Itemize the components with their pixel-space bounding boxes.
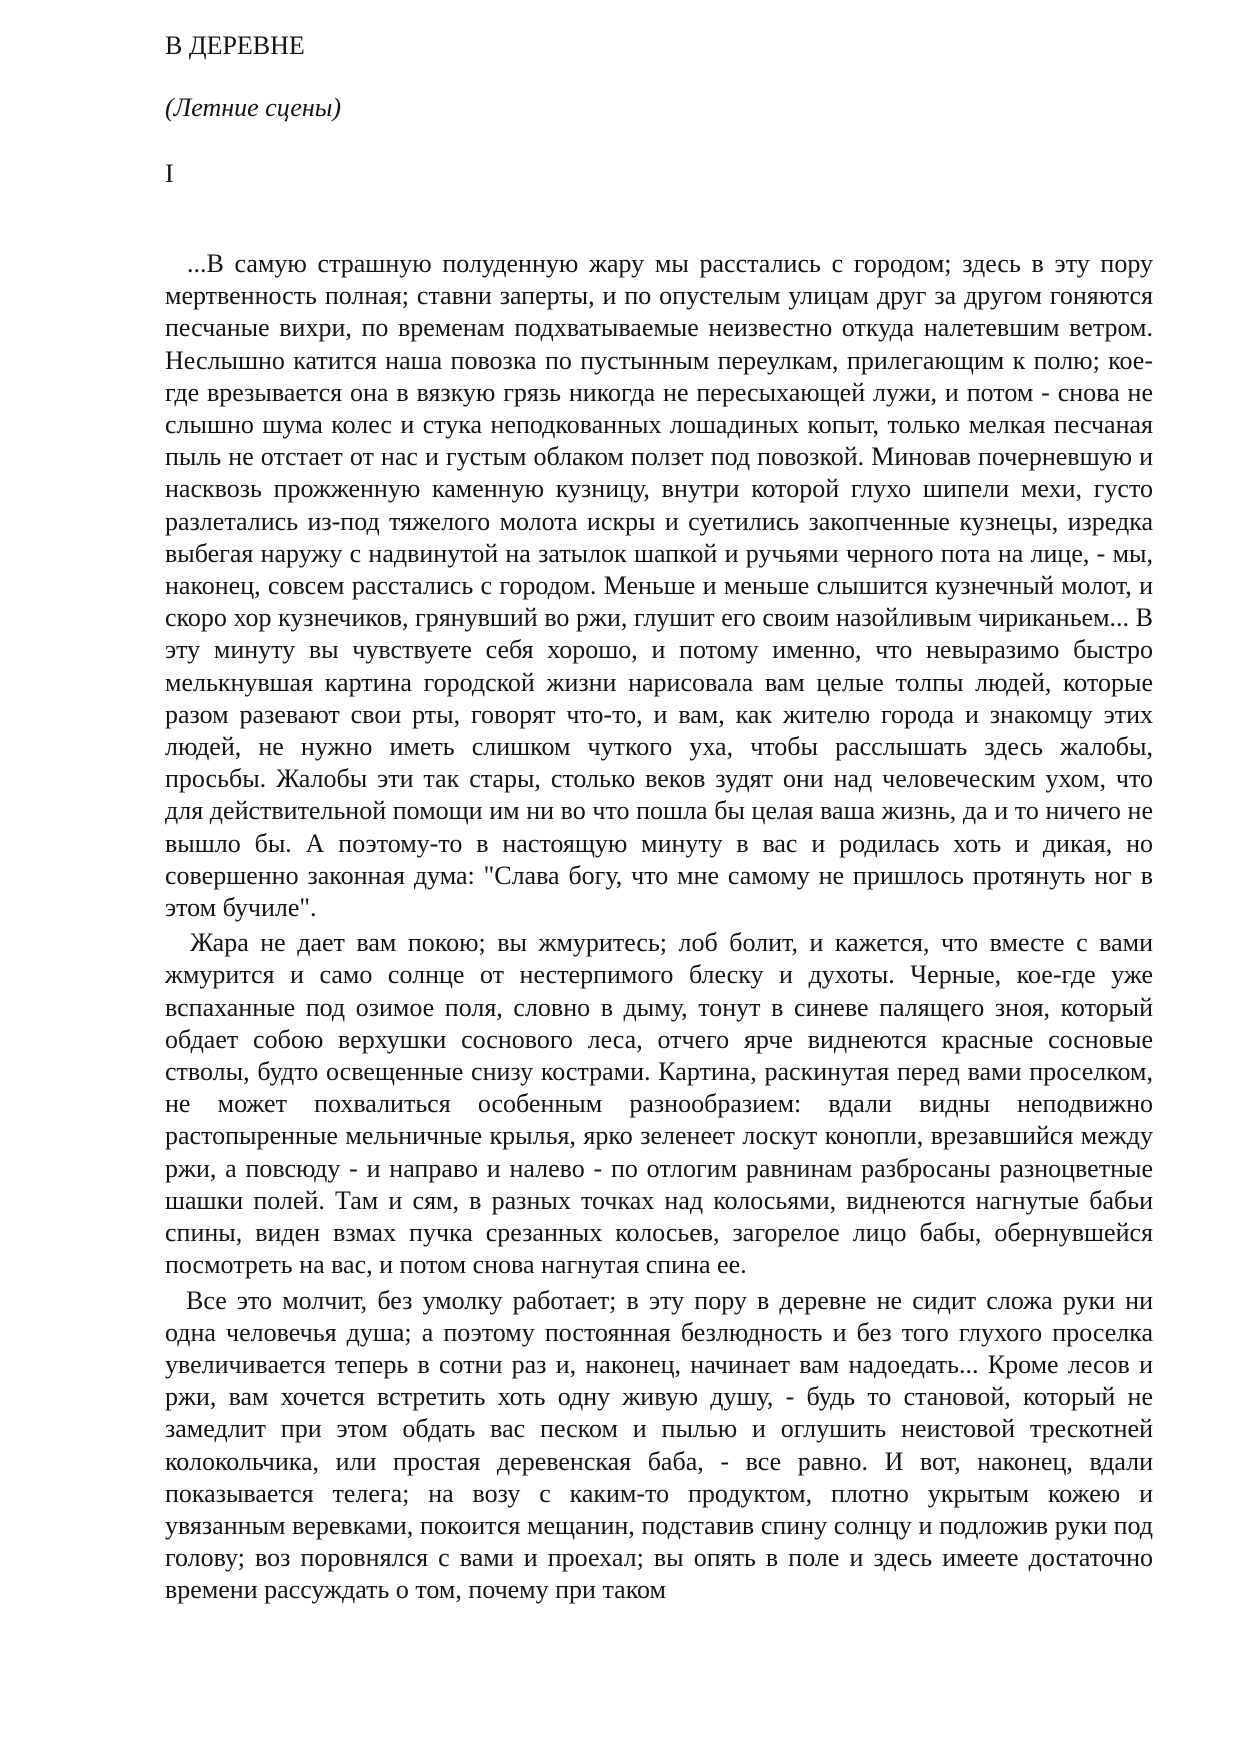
document-title: В ДЕРЕВНЕ <box>165 31 305 60</box>
document-subtitle: (Летние сцены) <box>165 93 342 122</box>
paragraph: Все это молчит, без умолку работает; в эту пору в деревне не сидит сложа руки ни одна человечья душа; а поэтому постоянная безлюдность и без того глухого проселка увеличивается теперь в сотни раз и, наконец, начинает вам надоедать... Кроме лесов и ржи, вам хочется встретить хоть одну живую душу, - будь то становой, который не замедлит при этом обдать вас песком и пылью и оглушить неистовой трескотней колокольчика, или простая деревенская баба, - все равно. И вот, наконец, вдали показывается телега; на возу с каким-то продуктом, плотно укрытым кожею и увязанным веревками, покоится мещанин, подставив спину солнцу и подложив руки под голову; воз поровнялся с вами и проехал; вы опять в поле и здесь имеете достаточно времени рассуждать о том, почему при таком <box>165 1285 1153 1605</box>
paragraph: Жара не дает вам покою; вы жмуритесь; лоб болит, и кажется, что вместе с вами жмурится и само солнце от нестерпимого блеску и духоты. Черные, кое-где уже вспаханные под озимое поля, словно в дыму, тонут в синеве палящего зноя, который обдает собою верхушки соснового леса, отчего ярче виднеются красные сосновые стволы, будто освещенные снизу кострами. Картина, раскинутая перед вами проселком, не может похвалиться особенным разнообразием: вдали видны неподвижно растопыренные мельничные крылья, ярко зеленеет лоскут конопли, врезавшийся между ржи, а повсюду - и направо и налево - по отлогим равнинам разбросаны разноцветные шашки полей. Там и сям, в разных точках над колосьями, виднеются нагнутые бабьи спины, виден взмах пучка срезанных колосьев, загорелое лицо бабы, обернувшейся посмотреть на вас, и потом снова нагнутая спина ее. <box>165 928 1153 1280</box>
document-body <box>165 248 1153 1607</box>
chapter-number: I <box>165 159 174 188</box>
paragraph: ...В самую страшную полуденную жару мы расстались с городом; здесь в эту пору мертвенность полная; ставни заперты, и по опустелым улицам друг за другом гоняются песчаные вихри, по временам подхватываемые неизвестно откуда налетевшим ветром. Неслышно катится наша повозка по пустынным переулкам, прилегающим к полю; кое-где врезывается она в вязкую грязь никогда не пересыхающей лужи, и потом - снова не слышно шума колес и стука неподкованных лошадиных копыт, только мелкая песчаная пыль не отстает от нас и густым облаком ползет под повозкой. Миновав почерневшую и насквозь прожженную каменную кузницу, внутри которой глухо шипели мехи, густо разлетались из-под тяжелого молота искры и суетились закопченные кузнецы, изредка выбегая наружу с надвинутой на затылок шапкой и ручьями черного пота на лице, - мы, наконец, совсем расстались с городом. Меньше и меньше слышится кузнечный молот, и скоро хор кузнечиков, грянувший во ржи, глушит его своим назойливым чириканьем... В эту минуту вы чувствуете себя хорошо, и потому именно, что невыразимо быстро мелькнувшая картина городской жизни нарисовала вам целые толпы людей, которые разом разевают свои рты, говорят что-то, и вам, как жителю города и знакомцу этих людей, не нужно иметь слишком чуткого уха, чтобы расслышать здесь жалобы, просьбы. Жалобы эти так стары, столько веков зудят они над человеческим ухом, что для действительной помощи им ни во что пошла бы целая ваша жизнь, да и то ничего не вышло бы. А поэтому-то в настоящую минуту в вас и родилась хоть и дикая, но совершенно законная дума: "Слава богу, что мне самому не пришлось протянуть ног в этом бучиле". <box>165 249 1153 923</box>
